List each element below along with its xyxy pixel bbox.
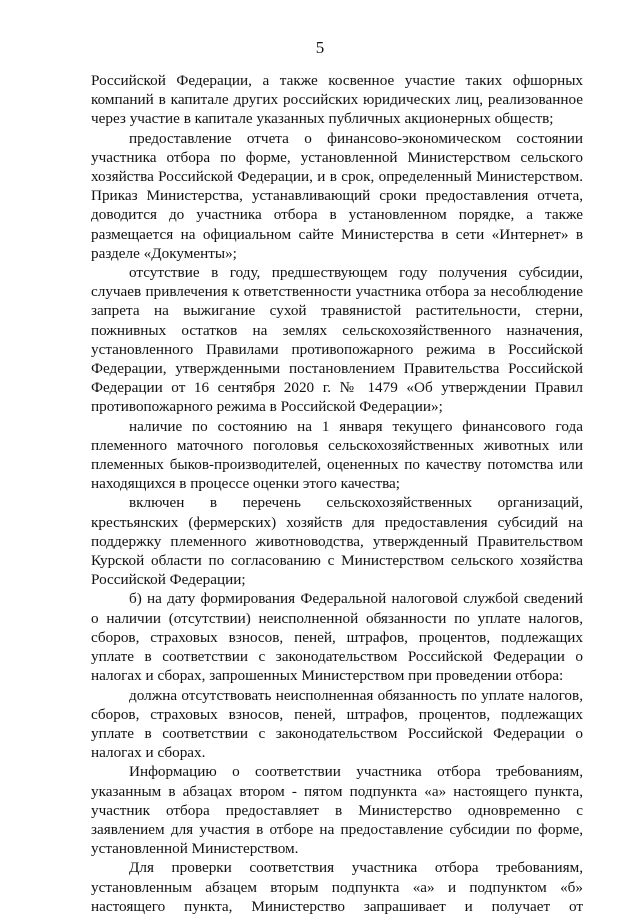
paragraph-fire-safety-requirement: отсутствие в году, предшествующем году получения субсидии, случаев привлечения к ответственности участника отбора за несоблюдение запрета на выжигание сухой травянистой растительности, стерни, пожнивных остатков на землях сельскохозяйственного назначения, установленного Правилами противопожарного режима в Российской Федерации, утвержденными постановлением Правительства Российской Федерации от 16 сентября 2020 г. № 1479 «Об утверждении Правил противопожарного режима в Российской Федерации»; [91,264,583,416]
paragraph-breeding-stock-requirement: наличие по состоянию на 1 января текущего финансового года племенного маточного поголовья сельскохозяйственных животных или племенных быков-производителей, оцененных по качеству потомства или находящихся в процессе оценки этого качества; [91,417,583,493]
paragraph-compliance-information: Информацию о соответствии участника отбора требованиям, указанным в абзацах втором - пятом подпункта «а» настоящего пункта, участник отбора предоставляет в Министерство одновременно с заявлением для участия в отборе на предоставление субсидии по форме, установленной Министерством. [91,763,583,858]
paragraph-subpoint-b: б) на дату формирования Федеральной налоговой службой сведений о наличии (отсутствии) неисполненной обязанности по уплате налогов, сборов, страховых взносов, пеней, штрафов, процентов, подлежащих уплате в соответствии с законодательством Российской Федерации о налогах и сборах, запрошенных Министерством при проведении отбора: [91,590,583,685]
paragraph-verification: Для проверки соответствия участника отбора требованиям, установленным абзацем вторым подпункта «а» и подпунктом «б» настоящего пункта, Министерство запрашивает и получает от [91,859,583,915]
paragraph-list-inclusion-requirement: включен в перечень сельскохозяйственных организаций, крестьянских (фермерских) хозяйств для предоставления субсидий на поддержку племенного животноводства, утвержденный Правительством Курской области по согласованию с Министерством сельского хозяйства Российской Федерации; [91,494,583,589]
paragraph-report-requirement: предоставление отчета о финансово-экономическом состоянии участника отбора по форме, установленной Министерством сельского хозяйства Российской Федерации, и в срок, определенный Министерством. Приказ Министерства, устанавливающий сроки предоставления отчета, доводится до участника отбора в установленном порядке, а также размещается на официальном сайте Министерства в сети «Интернет» в разделе «Документы»; [91,129,583,262]
paragraph-continuation: Российской Федерации, а также косвенное участие таких офшорных компаний в капитале других российских юридических лиц, реализованное через участие в капитале указанных публичных акционерных обществ; [91,72,583,128]
page-number: 5 [315,38,325,57]
document-body [91,71,583,916]
paragraph-tax-obligation: должна отсутствовать неисполненная обязанность по уплате налогов, сборов, страховых взносов, пеней, штрафов, процентов, подлежащих уплате в соответствии с законодательством Российской Федерации о налогах и сборах. [91,686,583,762]
